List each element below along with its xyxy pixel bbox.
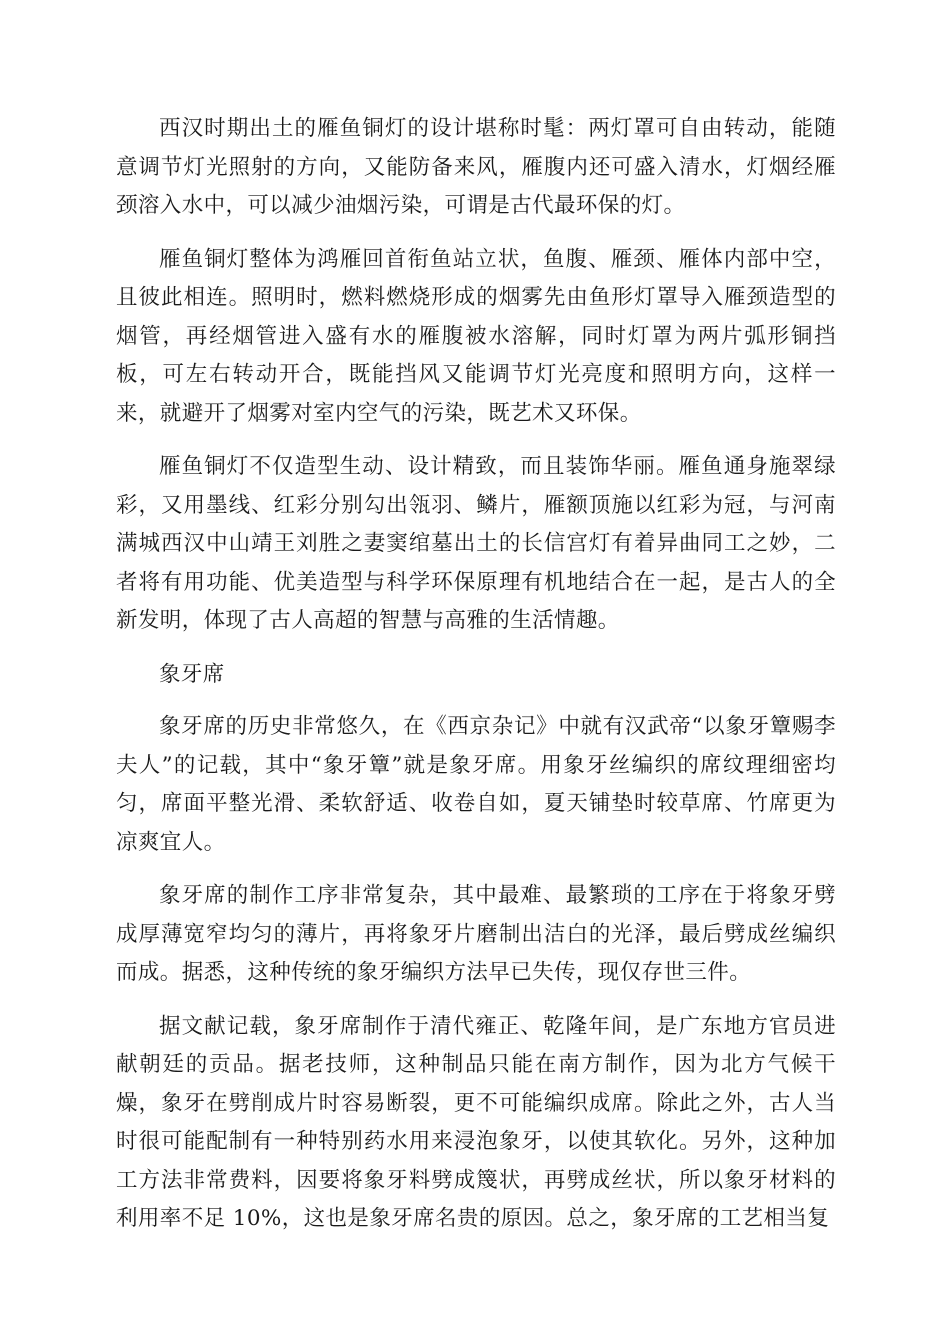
paragraph-ivory-mat-history: 象牙席的历史非常悠久，在《西京杂记》中就有汉武帝“以象牙簟赐李夫人”的记载，其中“象牙簟”就是象牙席。用象牙丝编织的席纹理细密均匀，席面平整光滑、柔软舒适、收卷自如，夏天铺垫时较草席、竹席更为凉爽宜人。 <box>116 714 836 855</box>
paragraph-ivory-mat-records: 据文献记载，象牙席制作于清代雍正、乾隆年间，是广东地方官员进献朝廷的贡品。据老技师，这种制品只能在南方制作，因为北方气候干燥，象牙在劈削成片时容易断裂，更不可能编织成席。除此之外，古人当时很可能配制有一种特别药水用来浸泡象牙，以使其软化。另外，这种加工方法非常费料，因要将象牙料劈成篾状，再劈成丝状，所以象牙材料的利用率不足 10%，这也是象牙席名贵的原因。总之，象牙席的工艺相当复 <box>116 1013 836 1231</box>
paragraph-ivory-mat-process: 象牙席的制作工序非常复杂，其中最难、最繁琐的工序在于将象牙劈成厚薄宽窄均匀的薄片，再将象牙片磨制出洁白的光泽，最后劈成丝编织而成。据悉，这种传统的象牙编织方法早已失传，现仅存世三件。 <box>116 883 836 985</box>
document-body <box>116 110 836 1254</box>
paragraph-yanyu-lamp-design: 西汉时期出土的雁鱼铜灯的设计堪称时髦：两灯罩可自由转动，能随意调节灯光照射的方向，又能防备来风，雁腹内还可盛入清水，灯烟经雁颈溶入水中，可以减少油烟污染，可谓是古代最环保的灯。 <box>116 116 836 218</box>
section-heading-ivory-mat: 象牙席 <box>159 661 225 687</box>
paragraph-yanyu-lamp-structure: 雁鱼铜灯整体为鸿雁回首衔鱼站立状，鱼腹、雁颈、雁体内部中空，且彼此相连。照明时，燃料燃烧形成的烟雾先由鱼形灯罩导入雁颈造型的烟管，再经烟管进入盛有水的雁腹被水溶解，同时灯罩为两片弧形铜挡板，可左右转动开合，既能挡风又能调节灯光亮度和照明方向，这样一来，就避开了烟雾对室内空气的污染，既艺术又环保。 <box>116 246 836 426</box>
paragraph-yanyu-lamp-decoration: 雁鱼铜灯不仅造型生动、设计精致，而且装饰华丽。雁鱼通身施翠绿彩，又用墨线、红彩分别勾出瓴羽、鳞片，雁额顶施以红彩为冠，与河南满城西汉中山靖王刘胜之妻窦绾墓出土的长信宫灯有着异曲同工之妙，二者将有用功能、优美造型与科学环保原理有机地结合在一起，是古人的全新发明，体现了古人高超的智慧与高雅的生活情趣。 <box>116 454 836 633</box>
